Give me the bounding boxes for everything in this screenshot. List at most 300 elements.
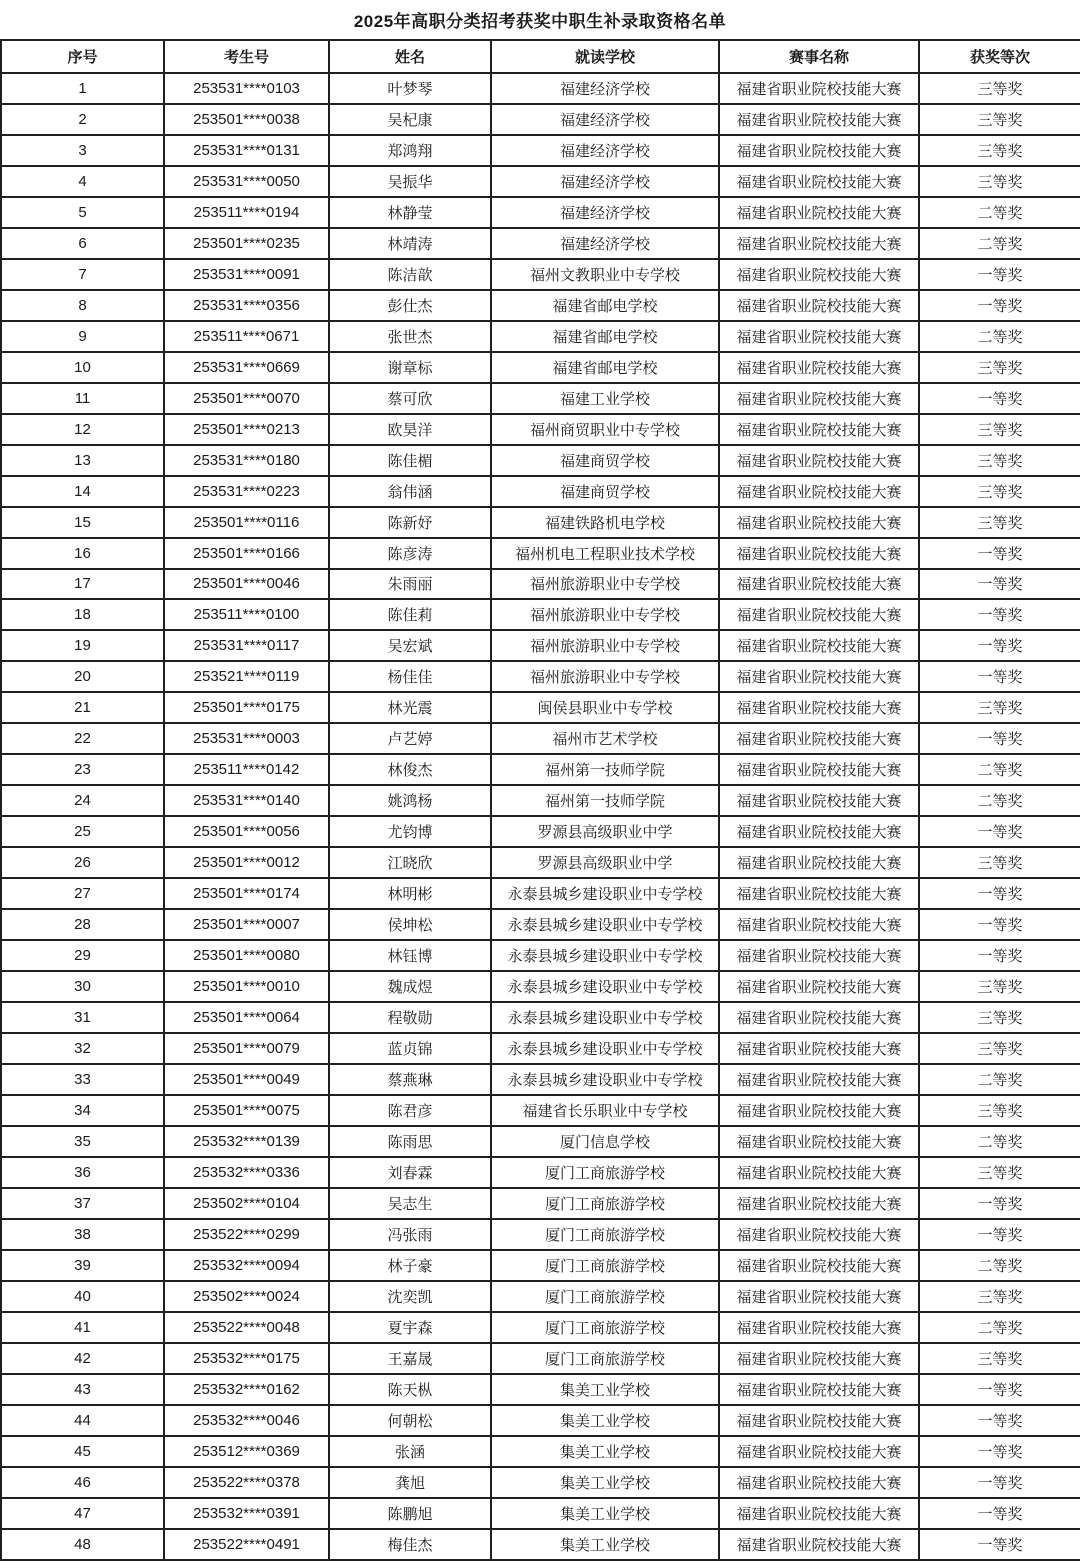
cell-school: 集美工业学校 xyxy=(491,1405,719,1436)
cell-school: 福建经济学校 xyxy=(491,197,719,228)
cell-seq: 47 xyxy=(1,1498,164,1529)
cell-competition: 福建省职业院校技能大赛 xyxy=(719,507,919,538)
cell-competition: 福建省职业院校技能大赛 xyxy=(719,1064,919,1095)
cell-name: 林光震 xyxy=(329,692,491,723)
cell-award: 三等奖 xyxy=(919,445,1080,476)
table-row xyxy=(1,1157,1080,1188)
table-row xyxy=(1,723,1080,754)
table-row xyxy=(1,538,1080,569)
cell-competition: 福建省职业院校技能大赛 xyxy=(719,661,919,692)
cell-name: 杨佳佳 xyxy=(329,661,491,692)
cell-seq: 36 xyxy=(1,1157,164,1188)
cell-candidate-no: 253511****0194 xyxy=(164,197,329,228)
cell-award: 一等奖 xyxy=(919,383,1080,414)
cell-school: 厦门信息学校 xyxy=(491,1126,719,1157)
cell-candidate-no: 253501****0079 xyxy=(164,1033,329,1064)
column-header-candidate-no: 考生号 xyxy=(164,40,329,73)
cell-name: 陈佳莉 xyxy=(329,599,491,630)
cell-competition: 福建省职业院校技能大赛 xyxy=(719,1219,919,1250)
cell-award: 三等奖 xyxy=(919,1157,1080,1188)
cell-candidate-no: 253501****0075 xyxy=(164,1095,329,1126)
cell-school: 永泰县城乡建设职业中专学校 xyxy=(491,1002,719,1033)
cell-award: 二等奖 xyxy=(919,228,1080,259)
cell-candidate-no: 253501****0166 xyxy=(164,538,329,569)
cell-award: 二等奖 xyxy=(919,754,1080,785)
table-row xyxy=(1,445,1080,476)
cell-candidate-no: 253511****0100 xyxy=(164,599,329,630)
table-row xyxy=(1,166,1080,197)
cell-competition: 福建省职业院校技能大赛 xyxy=(719,1033,919,1064)
cell-seq: 15 xyxy=(1,507,164,538)
cell-name: 沈奕凯 xyxy=(329,1281,491,1312)
cell-competition: 福建省职业院校技能大赛 xyxy=(719,1002,919,1033)
table-row xyxy=(1,1498,1080,1529)
cell-competition: 福建省职业院校技能大赛 xyxy=(719,228,919,259)
cell-candidate-no: 253531****0050 xyxy=(164,166,329,197)
cell-name: 林明彬 xyxy=(329,878,491,909)
cell-candidate-no: 253501****0064 xyxy=(164,1002,329,1033)
table-row xyxy=(1,1002,1080,1033)
cell-award: 三等奖 xyxy=(919,414,1080,445)
table-row xyxy=(1,507,1080,538)
cell-name: 吴振华 xyxy=(329,166,491,197)
cell-award: 三等奖 xyxy=(919,1033,1080,1064)
cell-name: 陈鹏旭 xyxy=(329,1498,491,1529)
cell-name: 林靖涛 xyxy=(329,228,491,259)
cell-seq: 31 xyxy=(1,1002,164,1033)
cell-award: 一等奖 xyxy=(919,661,1080,692)
cell-competition: 福建省职业院校技能大赛 xyxy=(719,259,919,290)
cell-name: 翁伟涵 xyxy=(329,476,491,507)
cell-seq: 27 xyxy=(1,878,164,909)
cell-award: 二等奖 xyxy=(919,1250,1080,1281)
table-row xyxy=(1,1188,1080,1219)
cell-seq: 29 xyxy=(1,940,164,971)
cell-competition: 福建省职业院校技能大赛 xyxy=(719,1188,919,1219)
cell-candidate-no: 253531****0669 xyxy=(164,352,329,383)
table-row xyxy=(1,1405,1080,1436)
cell-name: 卢艺婷 xyxy=(329,723,491,754)
cell-seq: 39 xyxy=(1,1250,164,1281)
cell-award: 二等奖 xyxy=(919,1312,1080,1343)
cell-school: 福州市艺术学校 xyxy=(491,723,719,754)
cell-name: 龚旭 xyxy=(329,1467,491,1498)
cell-candidate-no: 253501****0175 xyxy=(164,692,329,723)
cell-school: 福州机电工程职业技术学校 xyxy=(491,538,719,569)
cell-school: 集美工业学校 xyxy=(491,1436,719,1467)
table-row xyxy=(1,754,1080,785)
cell-name: 吴宏斌 xyxy=(329,630,491,661)
cell-candidate-no: 253501****0235 xyxy=(164,228,329,259)
cell-name: 梅佳杰 xyxy=(329,1529,491,1560)
cell-school: 永泰县城乡建设职业中专学校 xyxy=(491,940,719,971)
cell-seq: 45 xyxy=(1,1436,164,1467)
cell-name: 陈雨思 xyxy=(329,1126,491,1157)
cell-name: 陈新妤 xyxy=(329,507,491,538)
table-row xyxy=(1,1219,1080,1250)
cell-school: 福州旅游职业中专学校 xyxy=(491,569,719,600)
cell-competition: 福建省职业院校技能大赛 xyxy=(719,1374,919,1405)
cell-candidate-no: 253502****0104 xyxy=(164,1188,329,1219)
cell-seq: 34 xyxy=(1,1095,164,1126)
cell-school: 闽侯县职业中专学校 xyxy=(491,692,719,723)
cell-candidate-no: 253501****0038 xyxy=(164,104,329,135)
table-row xyxy=(1,785,1080,816)
cell-school: 集美工业学校 xyxy=(491,1374,719,1405)
cell-candidate-no: 253532****0139 xyxy=(164,1126,329,1157)
cell-candidate-no: 253531****0103 xyxy=(164,73,329,104)
cell-name: 郑鸿翔 xyxy=(329,135,491,166)
table-row xyxy=(1,909,1080,940)
cell-seq: 18 xyxy=(1,599,164,630)
cell-seq: 13 xyxy=(1,445,164,476)
cell-school: 永泰县城乡建设职业中专学校 xyxy=(491,909,719,940)
cell-competition: 福建省职业院校技能大赛 xyxy=(719,1498,919,1529)
cell-competition: 福建省职业院校技能大赛 xyxy=(719,383,919,414)
cell-candidate-no: 253501****0070 xyxy=(164,383,329,414)
cell-school: 福建铁路机电学校 xyxy=(491,507,719,538)
cell-seq: 12 xyxy=(1,414,164,445)
cell-name: 蓝贞锦 xyxy=(329,1033,491,1064)
cell-candidate-no: 253531****0131 xyxy=(164,135,329,166)
page-title: 2025年高职分类招考获奖中职生补录取资格名单 xyxy=(353,12,727,31)
cell-seq: 32 xyxy=(1,1033,164,1064)
cell-seq: 5 xyxy=(1,197,164,228)
cell-competition: 福建省职业院校技能大赛 xyxy=(719,1312,919,1343)
cell-name: 林静莹 xyxy=(329,197,491,228)
cell-candidate-no: 253532****0094 xyxy=(164,1250,329,1281)
table-row xyxy=(1,1281,1080,1312)
cell-seq: 30 xyxy=(1,971,164,1002)
table-row xyxy=(1,1529,1080,1560)
column-header-competition: 赛事名称 xyxy=(719,40,919,73)
cell-name: 刘春霖 xyxy=(329,1157,491,1188)
cell-candidate-no: 253531****0091 xyxy=(164,259,329,290)
cell-candidate-no: 253511****0671 xyxy=(164,321,329,352)
table-row xyxy=(1,940,1080,971)
cell-school: 厦门工商旅游学校 xyxy=(491,1312,719,1343)
cell-seq: 1 xyxy=(1,73,164,104)
cell-award: 一等奖 xyxy=(919,1374,1080,1405)
table-row xyxy=(1,971,1080,1002)
table-row xyxy=(1,1374,1080,1405)
table-row xyxy=(1,1126,1080,1157)
cell-competition: 福建省职业院校技能大赛 xyxy=(719,754,919,785)
cell-candidate-no: 253532****0162 xyxy=(164,1374,329,1405)
cell-award: 一等奖 xyxy=(919,909,1080,940)
cell-award: 一等奖 xyxy=(919,1529,1080,1560)
cell-candidate-no: 253532****0391 xyxy=(164,1498,329,1529)
cell-seq: 17 xyxy=(1,569,164,600)
cell-school: 集美工业学校 xyxy=(491,1529,719,1560)
cell-candidate-no: 253511****0142 xyxy=(164,754,329,785)
cell-award: 一等奖 xyxy=(919,1498,1080,1529)
cell-competition: 福建省职业院校技能大赛 xyxy=(719,414,919,445)
cell-competition: 福建省职业院校技能大赛 xyxy=(719,1281,919,1312)
cell-school: 福州第一技师学院 xyxy=(491,785,719,816)
cell-school: 福州第一技师学院 xyxy=(491,754,719,785)
cell-competition: 福建省职业院校技能大赛 xyxy=(719,1529,919,1560)
cell-school: 永泰县城乡建设职业中专学校 xyxy=(491,1033,719,1064)
cell-competition: 福建省职业院校技能大赛 xyxy=(719,321,919,352)
cell-award: 三等奖 xyxy=(919,73,1080,104)
cell-seq: 10 xyxy=(1,352,164,383)
table-body xyxy=(1,73,1080,1560)
cell-award: 一等奖 xyxy=(919,1405,1080,1436)
cell-award: 二等奖 xyxy=(919,1064,1080,1095)
table-row xyxy=(1,290,1080,321)
cell-award: 三等奖 xyxy=(919,1095,1080,1126)
cell-competition: 福建省职业院校技能大赛 xyxy=(719,816,919,847)
cell-seq: 4 xyxy=(1,166,164,197)
cell-seq: 2 xyxy=(1,104,164,135)
cell-school: 集美工业学校 xyxy=(491,1467,719,1498)
cell-seq: 44 xyxy=(1,1405,164,1436)
cell-award: 三等奖 xyxy=(919,352,1080,383)
cell-competition: 福建省职业院校技能大赛 xyxy=(719,352,919,383)
cell-candidate-no: 253512****0369 xyxy=(164,1436,329,1467)
cell-name: 彭仕杰 xyxy=(329,290,491,321)
cell-competition: 福建省职业院校技能大赛 xyxy=(719,723,919,754)
cell-candidate-no: 253522****0378 xyxy=(164,1467,329,1498)
cell-school: 福建经济学校 xyxy=(491,228,719,259)
cell-name: 陈佳楣 xyxy=(329,445,491,476)
table-row xyxy=(1,1312,1080,1343)
cell-candidate-no: 253532****0175 xyxy=(164,1343,329,1374)
cell-seq: 25 xyxy=(1,816,164,847)
cell-name: 吴志生 xyxy=(329,1188,491,1219)
cell-candidate-no: 253501****0049 xyxy=(164,1064,329,1095)
cell-award: 一等奖 xyxy=(919,599,1080,630)
table-row xyxy=(1,1250,1080,1281)
cell-award: 二等奖 xyxy=(919,785,1080,816)
cell-school: 福建经济学校 xyxy=(491,104,719,135)
cell-seq: 43 xyxy=(1,1374,164,1405)
cell-award: 一等奖 xyxy=(919,538,1080,569)
cell-school: 福建经济学校 xyxy=(491,135,719,166)
cell-school: 福州旅游职业中专学校 xyxy=(491,661,719,692)
table-row xyxy=(1,414,1080,445)
cell-candidate-no: 253501****0056 xyxy=(164,816,329,847)
table-row xyxy=(1,1343,1080,1374)
cell-seq: 11 xyxy=(1,383,164,414)
cell-competition: 福建省职业院校技能大赛 xyxy=(719,909,919,940)
cell-competition: 福建省职业院校技能大赛 xyxy=(719,476,919,507)
cell-award: 一等奖 xyxy=(919,569,1080,600)
cell-seq: 46 xyxy=(1,1467,164,1498)
cell-seq: 9 xyxy=(1,321,164,352)
cell-candidate-no: 253501****0213 xyxy=(164,414,329,445)
cell-candidate-no: 253522****0299 xyxy=(164,1219,329,1250)
cell-award: 一等奖 xyxy=(919,1467,1080,1498)
cell-competition: 福建省职业院校技能大赛 xyxy=(719,878,919,909)
cell-candidate-no: 253522****0491 xyxy=(164,1529,329,1560)
cell-competition: 福建省职业院校技能大赛 xyxy=(719,1405,919,1436)
cell-name: 冯张雨 xyxy=(329,1219,491,1250)
cell-school: 福建经济学校 xyxy=(491,166,719,197)
cell-competition: 福建省职业院校技能大赛 xyxy=(719,940,919,971)
cell-competition: 福建省职业院校技能大赛 xyxy=(719,569,919,600)
cell-name: 魏成煜 xyxy=(329,971,491,1002)
cell-candidate-no: 253501****0080 xyxy=(164,940,329,971)
table-row xyxy=(1,228,1080,259)
cell-seq: 16 xyxy=(1,538,164,569)
table-row xyxy=(1,135,1080,166)
cell-candidate-no: 253531****0003 xyxy=(164,723,329,754)
cell-name: 朱雨丽 xyxy=(329,569,491,600)
cell-school: 福建经济学校 xyxy=(491,73,719,104)
cell-award: 三等奖 xyxy=(919,1281,1080,1312)
cell-competition: 福建省职业院校技能大赛 xyxy=(719,73,919,104)
cell-award: 三等奖 xyxy=(919,1343,1080,1374)
cell-name: 林钰博 xyxy=(329,940,491,971)
cell-name: 尤钧博 xyxy=(329,816,491,847)
cell-award: 二等奖 xyxy=(919,1126,1080,1157)
cell-competition: 福建省职业院校技能大赛 xyxy=(719,599,919,630)
cell-seq: 24 xyxy=(1,785,164,816)
table-row xyxy=(1,630,1080,661)
cell-candidate-no: 253531****0223 xyxy=(164,476,329,507)
table-row xyxy=(1,73,1080,104)
column-header-award: 获奖等次 xyxy=(919,40,1080,73)
cell-name: 何朝松 xyxy=(329,1405,491,1436)
cell-seq: 33 xyxy=(1,1064,164,1095)
cell-seq: 22 xyxy=(1,723,164,754)
cell-candidate-no: 253501****0010 xyxy=(164,971,329,1002)
cell-award: 三等奖 xyxy=(919,135,1080,166)
cell-name: 蔡燕琳 xyxy=(329,1064,491,1095)
table-row xyxy=(1,1095,1080,1126)
cell-name: 王嘉晟 xyxy=(329,1343,491,1374)
cell-candidate-no: 253532****0046 xyxy=(164,1405,329,1436)
cell-candidate-no: 253531****0140 xyxy=(164,785,329,816)
cell-name: 谢章标 xyxy=(329,352,491,383)
cell-seq: 35 xyxy=(1,1126,164,1157)
table-row xyxy=(1,878,1080,909)
cell-competition: 福建省职业院校技能大赛 xyxy=(719,1250,919,1281)
table-row xyxy=(1,1436,1080,1467)
cell-competition: 福建省职业院校技能大赛 xyxy=(719,971,919,1002)
cell-competition: 福建省职业院校技能大赛 xyxy=(719,135,919,166)
table-row xyxy=(1,352,1080,383)
cell-candidate-no: 253531****0356 xyxy=(164,290,329,321)
cell-award: 三等奖 xyxy=(919,166,1080,197)
cell-competition: 福建省职业院校技能大赛 xyxy=(719,538,919,569)
cell-seq: 8 xyxy=(1,290,164,321)
table-row xyxy=(1,321,1080,352)
cell-name: 吴杞康 xyxy=(329,104,491,135)
cell-competition: 福建省职业院校技能大赛 xyxy=(719,290,919,321)
cell-name: 欧昊洋 xyxy=(329,414,491,445)
table-row xyxy=(1,692,1080,723)
table-row xyxy=(1,847,1080,878)
cell-award: 一等奖 xyxy=(919,1219,1080,1250)
cell-school: 福建省邮电学校 xyxy=(491,290,719,321)
cell-school: 福州文教职业中专学校 xyxy=(491,259,719,290)
cell-school: 罗源县高级职业中学 xyxy=(491,847,719,878)
cell-award: 三等奖 xyxy=(919,971,1080,1002)
cell-seq: 28 xyxy=(1,909,164,940)
cell-seq: 6 xyxy=(1,228,164,259)
cell-seq: 41 xyxy=(1,1312,164,1343)
cell-school: 福建商贸学校 xyxy=(491,445,719,476)
table-header xyxy=(1,40,1080,73)
cell-name: 侯坤松 xyxy=(329,909,491,940)
table-row xyxy=(1,816,1080,847)
cell-award: 三等奖 xyxy=(919,1002,1080,1033)
cell-award: 一等奖 xyxy=(919,1436,1080,1467)
cell-candidate-no: 253501****0007 xyxy=(164,909,329,940)
cell-seq: 21 xyxy=(1,692,164,723)
cell-competition: 福建省职业院校技能大赛 xyxy=(719,847,919,878)
cell-candidate-no: 253522****0048 xyxy=(164,1312,329,1343)
cell-competition: 福建省职业院校技能大赛 xyxy=(719,445,919,476)
cell-school: 厦门工商旅游学校 xyxy=(491,1157,719,1188)
cell-name: 陈君彦 xyxy=(329,1095,491,1126)
table-row xyxy=(1,1033,1080,1064)
table-row xyxy=(1,197,1080,228)
table-row xyxy=(1,599,1080,630)
cell-award: 三等奖 xyxy=(919,507,1080,538)
table-header-row xyxy=(1,40,1080,73)
cell-name: 江晓欣 xyxy=(329,847,491,878)
table-row xyxy=(1,1064,1080,1095)
cell-candidate-no: 253531****0117 xyxy=(164,630,329,661)
cell-candidate-no: 253521****0119 xyxy=(164,661,329,692)
cell-candidate-no: 253531****0180 xyxy=(164,445,329,476)
table-row xyxy=(1,383,1080,414)
cell-school: 永泰县城乡建设职业中专学校 xyxy=(491,1064,719,1095)
cell-name: 陈天枞 xyxy=(329,1374,491,1405)
cell-seq: 40 xyxy=(1,1281,164,1312)
column-header-school: 就读学校 xyxy=(491,40,719,73)
cell-award: 三等奖 xyxy=(919,692,1080,723)
cell-school: 福州旅游职业中专学校 xyxy=(491,630,719,661)
cell-competition: 福建省职业院校技能大赛 xyxy=(719,630,919,661)
cell-seq: 7 xyxy=(1,259,164,290)
cell-seq: 3 xyxy=(1,135,164,166)
cell-seq: 48 xyxy=(1,1529,164,1560)
cell-name: 陈彦涛 xyxy=(329,538,491,569)
cell-competition: 福建省职业院校技能大赛 xyxy=(719,197,919,228)
cell-competition: 福建省职业院校技能大赛 xyxy=(719,166,919,197)
cell-award: 二等奖 xyxy=(919,321,1080,352)
cell-award: 一等奖 xyxy=(919,878,1080,909)
cell-award: 三等奖 xyxy=(919,476,1080,507)
cell-candidate-no: 253501****0116 xyxy=(164,507,329,538)
cell-school: 福建商贸学校 xyxy=(491,476,719,507)
cell-seq: 23 xyxy=(1,754,164,785)
cell-school: 厦门工商旅游学校 xyxy=(491,1219,719,1250)
cell-school: 福建省邮电学校 xyxy=(491,352,719,383)
cell-school: 福州旅游职业中专学校 xyxy=(491,599,719,630)
cell-candidate-no: 253502****0024 xyxy=(164,1281,329,1312)
cell-school: 福建省邮电学校 xyxy=(491,321,719,352)
cell-name: 林子豪 xyxy=(329,1250,491,1281)
cell-award: 一等奖 xyxy=(919,630,1080,661)
cell-seq: 19 xyxy=(1,630,164,661)
cell-competition: 福建省职业院校技能大赛 xyxy=(719,1095,919,1126)
cell-competition: 福建省职业院校技能大赛 xyxy=(719,692,919,723)
cell-seq: 38 xyxy=(1,1219,164,1250)
cell-school: 永泰县城乡建设职业中专学校 xyxy=(491,878,719,909)
cell-competition: 福建省职业院校技能大赛 xyxy=(719,785,919,816)
cell-award: 一等奖 xyxy=(919,816,1080,847)
cell-competition: 福建省职业院校技能大赛 xyxy=(719,1467,919,1498)
table-row xyxy=(1,569,1080,600)
cell-candidate-no: 253501****0174 xyxy=(164,878,329,909)
column-header-seq: 序号 xyxy=(1,40,164,73)
